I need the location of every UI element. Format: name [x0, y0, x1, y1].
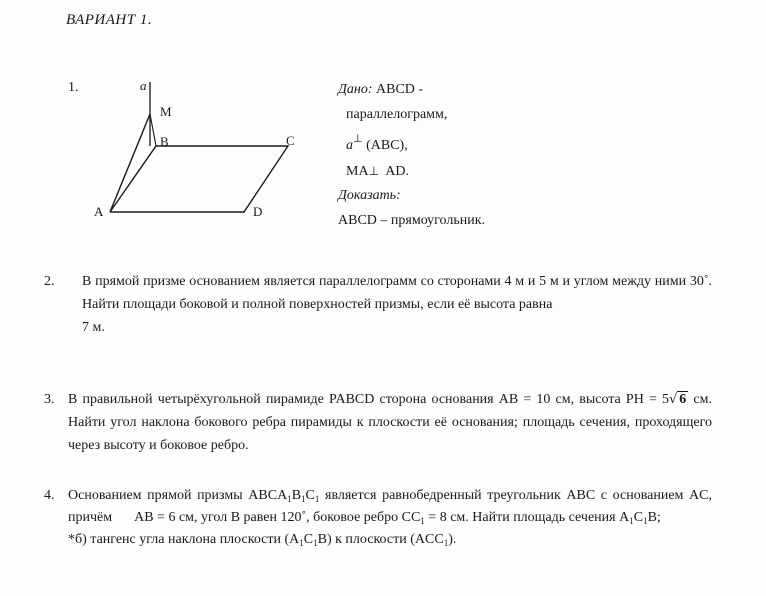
- task-3: [44, 388, 712, 457]
- t4b-sub1: 1: [299, 538, 304, 548]
- t4b-2: C: [303, 532, 314, 547]
- sqrt-six: [669, 388, 688, 411]
- label-c: C: [286, 133, 295, 148]
- perp-symbol: ⊥: [353, 132, 363, 145]
- var-a: a: [346, 138, 353, 153]
- given-line1: ABCD -: [376, 82, 424, 97]
- label-a-line: a: [140, 78, 147, 93]
- t4-p3: C: [305, 488, 315, 503]
- given-line4-ma: MA: [346, 163, 369, 179]
- given-line2: параллелограмм,: [346, 106, 448, 122]
- perp-symbol-2: ⊥: [368, 163, 380, 178]
- task-4-part-b: [68, 529, 712, 551]
- t4b-4: ).: [448, 532, 457, 547]
- task-4-number: 4.: [44, 488, 55, 503]
- label-b: B: [160, 134, 169, 149]
- task-3-text-a: В правильной четырёхугольной пирамиде PABCD сторона основания AB = 10 см, высота PH = 5: [68, 392, 669, 407]
- t4-sub1: 1: [287, 494, 292, 504]
- t4-p6: = 8 см. Найти площадь сечения A: [424, 510, 630, 525]
- t4-sub4: 1: [420, 516, 425, 526]
- t4-p1: Основанием прямой призмы ABCA: [68, 488, 288, 503]
- variant-title: ВАРИАНТ 1.: [66, 12, 153, 28]
- t4b-sub2: 1: [313, 538, 318, 548]
- parallelogram-figure: [88, 76, 308, 226]
- task-4-text: [44, 485, 712, 551]
- task-2-line1: В прямой призме основанием является параллелограмм со сторонами 4 м и 5 м и углом между ними 30˚. Найти площади боковой и полной поверхностей призмы, если её высота равна: [82, 274, 712, 312]
- t4-sub6: 1: [643, 516, 648, 526]
- radicand: 6: [679, 392, 687, 407]
- segment-mb: [150, 114, 156, 146]
- given-line3: [338, 127, 485, 159]
- task-2: [44, 270, 712, 339]
- t4-p8: B;: [647, 510, 661, 525]
- t4-sub2: 1: [301, 494, 306, 504]
- t4b-sub3: 1: [443, 538, 449, 548]
- label-m: M: [160, 104, 172, 119]
- given-line4-ad: AD.: [379, 163, 409, 179]
- given-label: Дано:: [338, 82, 373, 97]
- prove-text: ABCD – прямоугольник.: [338, 212, 486, 228]
- t4b-1: *б) тангенс угла наклона плоскости (A: [68, 532, 300, 547]
- task-3-number: 3.: [44, 392, 55, 407]
- given-line3-rest: (ABC),: [362, 138, 408, 153]
- t4-sub5: 1: [629, 516, 634, 526]
- task-3-text: [44, 388, 712, 457]
- t4-p5: AB = 6 см, угол B равен 120˚, боковое ребро CC: [134, 510, 421, 525]
- t4-p2: B: [291, 488, 302, 503]
- t4-p4: является равнобедренный треугольник ABC с основанием AC, причём: [68, 488, 712, 525]
- parallelogram-abcd: [110, 146, 288, 212]
- task-1-number: 1.: [68, 80, 79, 95]
- task-3-text-b: см. Найти угол наклона бокового ребра пирамиды к плоскости её основания; площадь сечения, проходящего через высоту и боковое ребро.: [68, 392, 712, 453]
- t4b-3: B) к плоскости (ACC: [317, 532, 444, 547]
- task-2-number: 2.: [44, 274, 55, 289]
- radical-icon: √: [668, 392, 678, 407]
- task-4: [44, 485, 712, 551]
- given-block: [338, 78, 485, 233]
- given-line4: [338, 159, 485, 185]
- label-a-vertex: A: [94, 204, 104, 219]
- label-d: D: [253, 204, 263, 219]
- task-2-text: [44, 270, 712, 339]
- t4-sub3: 1: [314, 494, 320, 504]
- task-2-line2: 7 м.: [82, 320, 105, 335]
- prove-label: Доказать:: [338, 188, 401, 203]
- t4-p7: C: [633, 510, 644, 525]
